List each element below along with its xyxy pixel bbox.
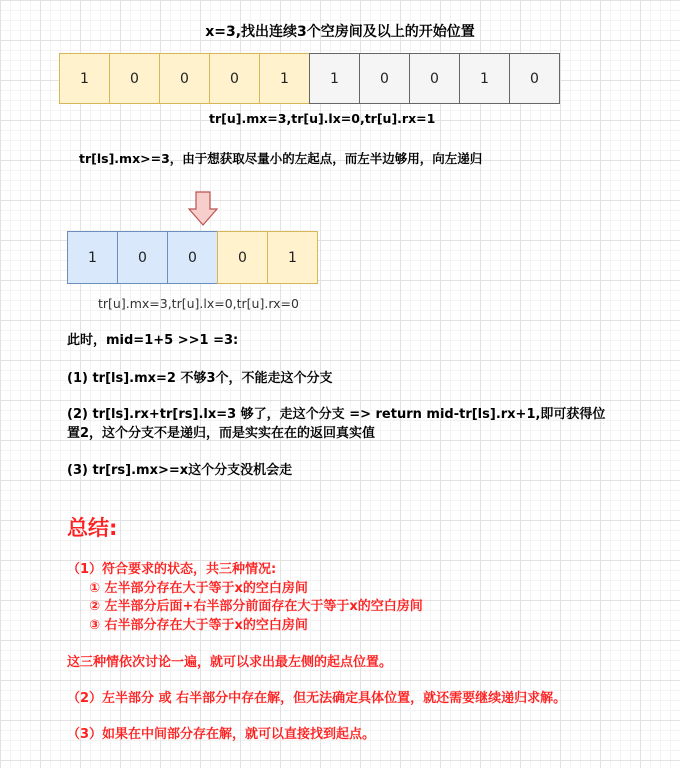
- array-cell: 0: [359, 53, 410, 104]
- array-cell: 1: [59, 53, 110, 104]
- array-cell: 0: [409, 53, 460, 104]
- array-cell: 1: [459, 53, 510, 104]
- row1-caption: tr[u].mx=3,tr[u].lx=0,tr[u].rx=1: [209, 111, 436, 126]
- array-row-left-half: [67, 231, 318, 284]
- analysis-case-3: (3) tr[rs].mx>=x这个分支没机会走: [67, 463, 293, 478]
- array-cell: 1: [309, 53, 360, 104]
- summary-item-2: （2）左半部分 或 右半部分中存在解，但无法确定具体位置，就还需要继续递归求解。: [67, 691, 567, 706]
- summary-sub-3: ③ 右半部分存在大于等于x的空白房间: [89, 618, 308, 633]
- step-note: tr[ls].mx>=3，由于想获取尽量小的左起点，而左半边够用，向左递归: [79, 151, 483, 166]
- array-cell: 0: [159, 53, 210, 104]
- summary-conclusion: 这三种情依次讨论一遍，就可以求出最左侧的起点位置。: [67, 655, 393, 670]
- analysis-case-2-line-2: 置2，这个分支不是递归，而是实实在在的返回真实值: [67, 426, 376, 441]
- array-cell: 0: [109, 53, 160, 104]
- analysis-case-2-line-1: (2) tr[ls].rx+tr[rs].lx=3 够了，走这个分支 => return mid-tr[ls].rx+1,即可获得位: [67, 407, 606, 422]
- summary-heading: 总结:: [67, 516, 118, 540]
- diagram-title: x=3,找出连续3个空房间及以上的开始位置: [205, 24, 475, 40]
- array-cell: 0: [217, 231, 268, 284]
- array-cell: 1: [259, 53, 310, 104]
- summary-sub-2: ② 左半部分后面+右半部分前面存在大于等于x的空白房间: [89, 599, 423, 614]
- arrow-down-icon: [188, 191, 218, 227]
- array-cell: 0: [167, 231, 218, 284]
- array-cell: 0: [509, 53, 560, 104]
- summary-sub-1: ① 左半部分存在大于等于x的空白房间: [89, 581, 308, 596]
- row2-caption: tr[u].mx=3,tr[u].lx=0,tr[u].rx=0: [98, 296, 299, 311]
- summary-item-1: （1）符合要求的状态，共三种情况:: [67, 562, 277, 577]
- analysis-intro: 此时，mid=1+5 >>1 =3:: [67, 333, 239, 348]
- array-cell: 1: [67, 231, 118, 284]
- array-cell: 1: [267, 231, 318, 284]
- array-row-full: [59, 53, 560, 104]
- array-cell: 0: [209, 53, 260, 104]
- array-cell: 0: [117, 231, 168, 284]
- summary-item-3: （3）如果在中间部分存在解，就可以直接找到起点。: [67, 727, 376, 742]
- analysis-case-1: (1) tr[ls].mx=2 不够3个，不能走这个分支: [67, 371, 333, 386]
